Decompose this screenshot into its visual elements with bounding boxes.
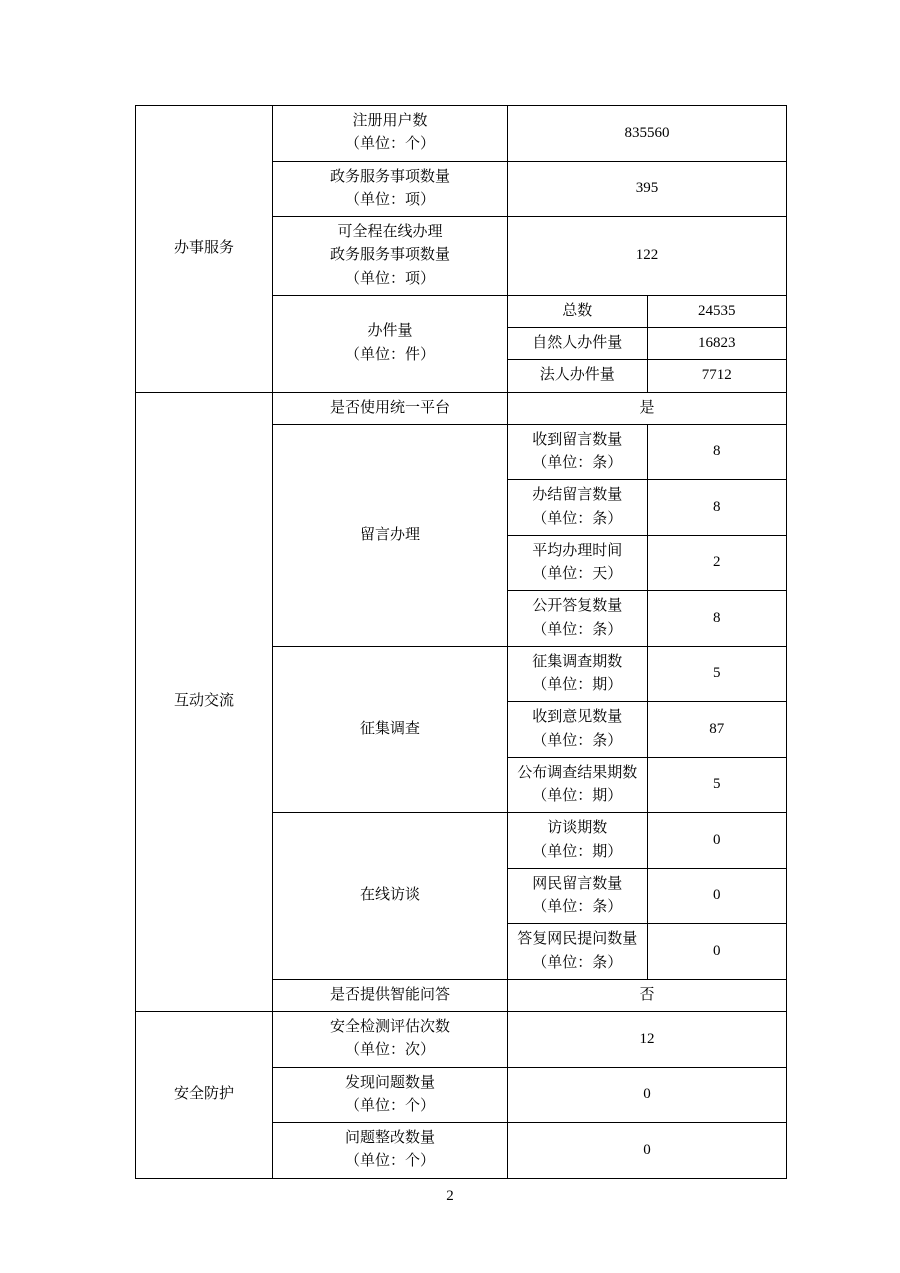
- sub-unit: （单位：条）: [532, 899, 623, 915]
- sub-unit: （单位：期）: [532, 843, 623, 860]
- sub-label: 网民留言数量: [532, 875, 623, 892]
- value-registered-users: 835560: [508, 106, 787, 162]
- value-handled-natural-person: 16823: [647, 328, 787, 360]
- item-label: 发现问题数量: [344, 1074, 435, 1091]
- value-netizen-replies: 0: [647, 924, 787, 980]
- statistics-table-container: [135, 105, 787, 1179]
- item-unified-platform: 是否使用统一平台: [273, 392, 508, 424]
- table-row: [136, 392, 787, 424]
- item-label-line1: 可全程在线办理: [337, 224, 443, 240]
- item-security-checks: [273, 1012, 508, 1068]
- item-fully-online-items: [273, 217, 508, 296]
- sub-public-replies: [508, 591, 648, 647]
- value-fully-online-items: 122: [508, 217, 787, 296]
- page-number: 2: [446, 1188, 454, 1204]
- sub-unit: （单位：天）: [532, 566, 623, 582]
- item-label: 注册用户数: [352, 113, 428, 129]
- value-messages-completed: 8: [647, 480, 787, 536]
- value-survey-periods: 5: [647, 646, 787, 702]
- item-unit: （单位：次）: [344, 1042, 435, 1059]
- item-unit: （单位：项）: [344, 270, 435, 287]
- sub-label: 访谈期数: [547, 820, 608, 837]
- sub-messages-completed: [508, 480, 648, 536]
- sub-label: 答复网民提问数量: [517, 931, 638, 948]
- sub-unit: （单位：条）: [532, 621, 623, 638]
- item-label-line2: 政务服务事项数量: [329, 247, 450, 264]
- sub-handled-total: 总数: [508, 295, 648, 327]
- value-public-replies: 8: [647, 591, 787, 647]
- sub-survey-results-published: [508, 757, 648, 813]
- sub-label: 收到留言数量: [532, 431, 623, 448]
- value-issues-fixed: 0: [508, 1123, 787, 1179]
- item-registered-users: [273, 106, 508, 162]
- sub-label: 公开答复数量: [532, 598, 623, 615]
- item-label: 政务服务事项数量: [329, 168, 450, 185]
- sub-handled-legal-person: 法人办件量: [508, 360, 648, 392]
- sub-unit: （单位：期）: [532, 788, 623, 804]
- item-unit: （单位：个）: [344, 1153, 435, 1170]
- sub-survey-periods: [508, 646, 648, 702]
- sub-unit: （单位：条）: [532, 954, 623, 971]
- sub-unit: （单位：期）: [532, 677, 623, 693]
- sub-unit: （单位：条）: [532, 455, 623, 471]
- sub-label: 公布调查结果期数: [517, 764, 638, 781]
- item-unit: （单位：项）: [344, 191, 435, 208]
- value-opinions-received: 87: [647, 702, 787, 758]
- value-handled-total: 24535: [647, 295, 787, 327]
- sub-netizen-messages: [508, 868, 648, 924]
- table-row: [136, 106, 787, 162]
- value-unified-platform: 是: [508, 392, 787, 424]
- item-label: 办件量: [367, 323, 413, 340]
- value-issues-found: 0: [508, 1067, 787, 1123]
- sub-label: 办结留言数量: [532, 487, 623, 504]
- item-label: 安全检测评估次数: [329, 1019, 450, 1035]
- item-unit: （单位：个）: [344, 1097, 435, 1114]
- sub-average-handling-time: [508, 535, 648, 591]
- item-handled-volume: [273, 295, 508, 392]
- value-interview-periods: 0: [647, 813, 787, 869]
- item-gov-service-items: [273, 161, 508, 217]
- category-interaction: 互动交流: [136, 392, 273, 1012]
- item-unit: （单位：件）: [344, 346, 435, 363]
- category-service: 办事服务: [136, 106, 273, 393]
- table-row: [136, 1012, 787, 1068]
- item-message-handling: 留言办理: [273, 424, 508, 646]
- sub-label: 平均办理时间: [532, 542, 623, 559]
- item-issues-found: [273, 1067, 508, 1123]
- sub-label: 收到意见数量: [532, 709, 623, 726]
- item-survey: 征集调查: [273, 646, 508, 813]
- value-average-handling-time: 2: [647, 535, 787, 591]
- item-smart-qa: 是否提供智能问答: [273, 979, 508, 1011]
- sub-netizen-replies: [508, 924, 648, 980]
- sub-unit: （单位：条）: [532, 732, 623, 749]
- statistics-table: [135, 105, 787, 1179]
- sub-unit: （单位：条）: [532, 510, 623, 527]
- item-issues-fixed: [273, 1123, 508, 1179]
- value-messages-received: 8: [647, 424, 787, 480]
- sub-handled-natural-person: 自然人办件量: [508, 328, 648, 360]
- sub-label: 征集调查期数: [532, 653, 623, 670]
- sub-messages-received: [508, 424, 648, 480]
- value-security-checks: 12: [508, 1012, 787, 1068]
- item-unit: （单位：个）: [344, 136, 435, 153]
- item-online-interview: 在线访谈: [273, 813, 508, 980]
- value-survey-results-published: 5: [647, 757, 787, 813]
- value-netizen-messages: 0: [647, 868, 787, 924]
- value-gov-service-items: 395: [508, 161, 787, 217]
- sub-opinions-received: [508, 702, 648, 758]
- category-security: 安全防护: [136, 1012, 273, 1179]
- sub-interview-periods: [508, 813, 648, 869]
- item-label: 问题整改数量: [344, 1130, 435, 1146]
- value-handled-legal-person: 7712: [647, 360, 787, 392]
- value-smart-qa: 否: [508, 979, 787, 1011]
